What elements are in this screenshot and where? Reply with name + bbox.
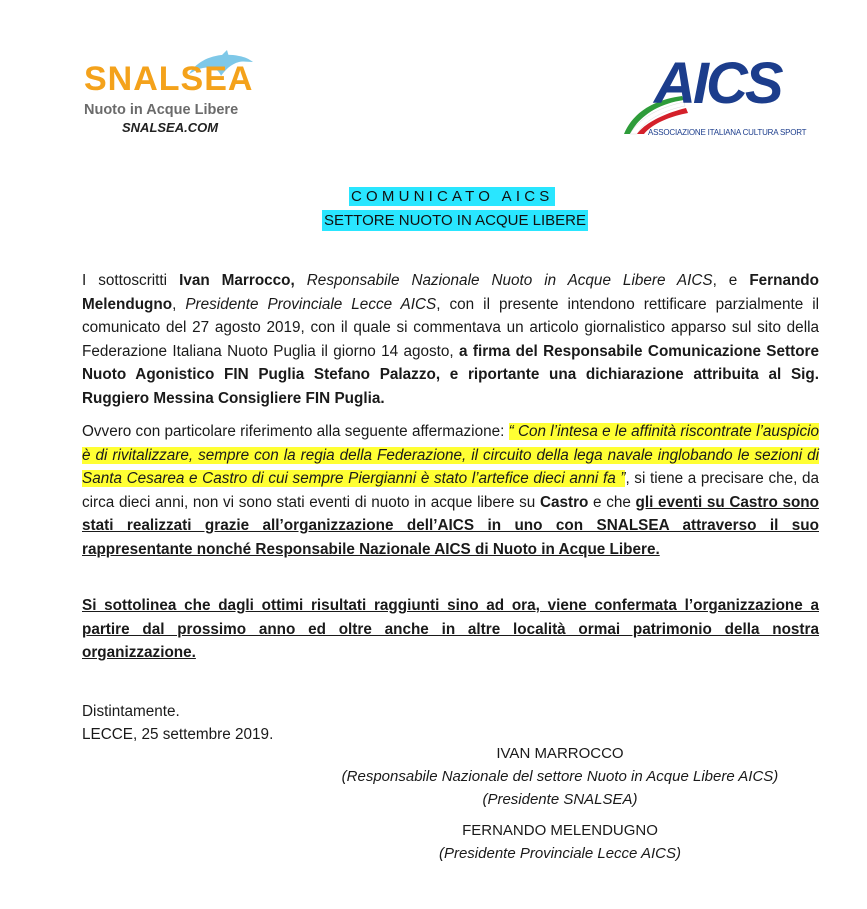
p2-text: Ovvero con particolare riferimento alla seguente affermazione: [82,423,509,440]
signer-name: FERNANDO MELENDUGNO [462,822,658,839]
p1-role-2: Presidente Provinciale Lecce AICS [185,295,437,313]
document-subtitle: SETTORE NUOTO IN ACQUE LIBERE [324,212,587,229]
p2-text: e che [588,493,636,511]
highlighted-quote: “ Con l’intesa e le affinità riscontrate l’auspicio è di rivitalizzare, sempre con la regia della Federazione, il circuito della lega navale inglobando le sezioni di Santa Cesarea e Castro di cui sempre Piergianni è stato l’artefice dieci anni fa ” [82,423,819,487]
greeting: Distintamente. [82,703,180,720]
closing [82,700,273,746]
p1-name-1: Ivan Marrocco, [179,272,295,289]
p1-bold-text: a firma del Responsabile Comunicazione Settore Nuoto Agonistico FIN Puglia Stefano Palazzo, e riportante una dichiarazione attribuita al Sig. Ruggiero Messina Consigliere FIN Puglia. [82,342,820,407]
place-date: LECCE, 25 settembre 2019. [82,726,274,743]
signer-name: IVAN MARROCCO [496,745,624,762]
signer-role: (Responsabile Nazionale del settore Nuoto in Acque Libere AICS) [341,768,779,785]
snalsea-wordmark: SNALSEA [84,60,254,98]
document-title: COMUNICATO AICS [351,188,554,205]
p2-underlined-text: gli eventi su Castro sono stati realizzati grazie all’organizzazione dell’AICS in uno con SNALSEA attraverso il suo rappresentante nonché Responsabile Nazionale AICS di Nuoto in Acque Libere. [82,493,819,558]
paragraph-1 [82,269,819,410]
signer-role: (Presidente Provinciale Lecce AICS) [438,845,682,862]
p1-text: I sottoscritti [82,272,180,289]
signer-role: (Presidente SNALSEA) [482,791,638,808]
snalsea-logo [80,50,275,140]
signature-block-1 [300,742,820,811]
p1-role-1: Responsabile Nazionale Nuoto in Acque Libere AICS [294,272,713,289]
p2-castro: Castro [539,493,589,511]
aics-wordmark: AICS [654,51,781,116]
signature-block-2 [300,819,820,865]
p1-text: , [172,295,186,313]
paragraph-3: Si sottolinea che dagli ottimi risultati raggiunti sino ad ora, viene confermata l’organizzazione a partire dal prossimo anno ed oltre anche in altre località ormai patrimonio della nostra organizzazione. [82,597,819,661]
snalsea-url: SNALSEA.COM [122,120,219,135]
snalsea-subtitle: Nuoto in Acque Libere [84,102,239,118]
aics-subtitle: ASSOCIAZIONE ITALIANA CULTURA SPORT [648,128,807,137]
p1-text: , e [712,272,750,289]
p1-name-2: Fernando Melendugno [82,272,819,313]
p2-text: , si tiene a precisare che, da circa dieci anni, non vi sono stati eventi di nuoto in acque libere su [82,470,819,511]
aics-logo [622,50,818,140]
paragraph-2 [82,420,819,561]
p1-text: , con il presente intendono rettificare parzialmente il comunicato del 27 agosto 2019, con il quale si commentava un articolo giornalistico apparso sul sito della Federazione Italiana Nuoto Puglia il giorno 14 agosto, [82,295,820,360]
